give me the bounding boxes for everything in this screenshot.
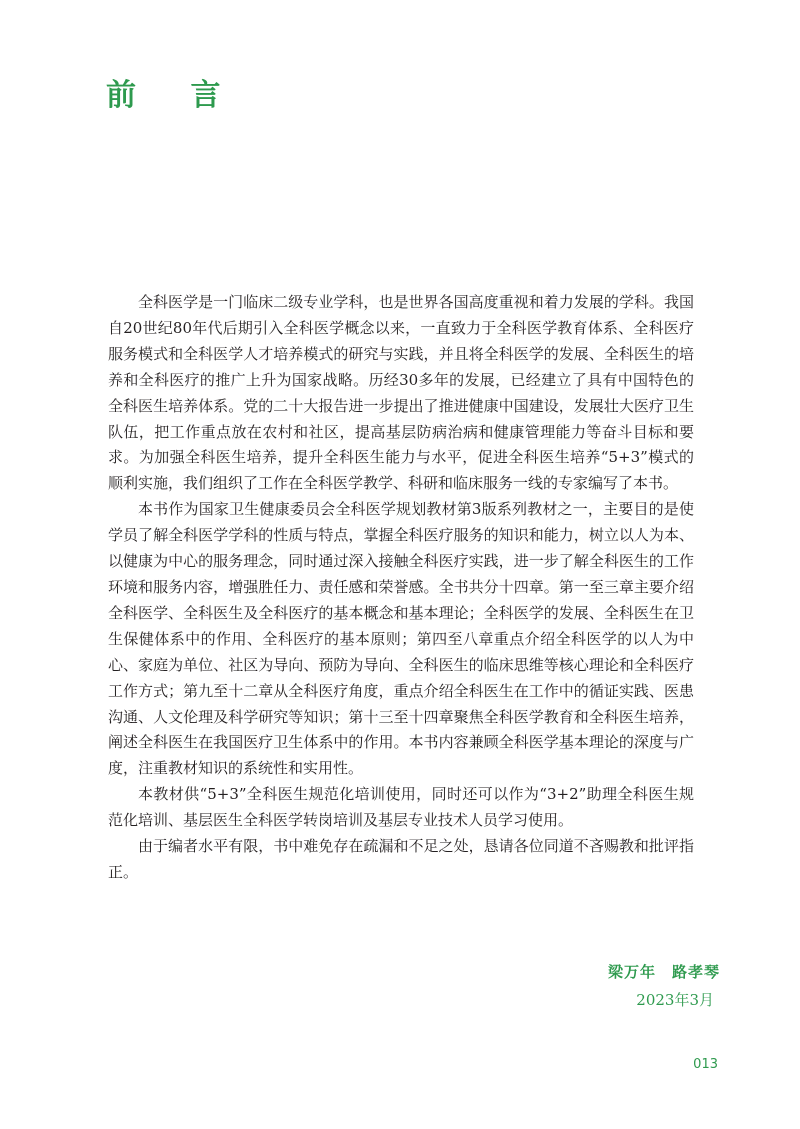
page-title: 前 言 [106, 78, 243, 113]
page-number: 013 [693, 1057, 718, 1072]
paragraph-1: 全科医学是一门临床二级专业学科，也是世界各国高度重视和着力发展的学科。我国自20世纪80年代后期引入全科医学概念以来，一直致力于全科医学教育体系、全科医疗服务模式和全科医学人才培养模式的研究与实践，并且将全科医学的发展、全科医生的培养和全科医疗的推广上升为国家战略。历经30多年的发展，已经建立了具有中国特色的全科医生培养体系。党的二十大报告进一步提出了推进健康中国建设，发展壮大医疗卫生队伍，把工作重点放在农村和社区，提高基层防病治病和健康管理能力等奋斗目标和要求。为加强全科医生培养，提升全科医生能力与水平，促进全科医生培养“5+3”模式的顺利实施，我们组织了工作在全科医学教学、科研和临床服务一线的专家编写了本书。 [108, 293, 694, 493]
preface-body [108, 290, 694, 886]
preface-date: 2023年3月 [636, 991, 714, 1009]
paragraph-4: 由于编者水平有限，书中难免存在疏漏和不足之处，恳请各位同道不吝赐教和批评指正。 [108, 837, 694, 881]
paragraph-2: 本书作为国家卫生健康委员会全科医学规划教材第3版系列教材之一，主要目的是使学员了解全科医学学科的性质与特点，掌握全科医疗服务的知识和能力，树立以人为本、以健康为中心的服务理念，同时通过深入接触全科医疗实践，进一步了解全科医生的工作环境和服务内容，增强胜任力、责任感和荣誉感。全书共分十四章。第一至三章主要介绍全科医学、全科医生及全科医疗的基本概念和基本理论；全科医学的发展、全科医生在卫生保健体系中的作用、全科医疗的基本原则；第四至八章重点介绍全科医学的以人为中心、家庭为单位、社区为导向、预防为导向、全科医生的临床思维等核心理论和全科医疗工作方式；第九至十二章从全科医疗角度，重点介绍全科医生在工作中的循证实践、医患沟通、人文伦理及科学研究等知识；第十三至十四章聚焦全科医学教育和全科医生培养，阐述全科医生在我国医疗卫生体系中的作用。本书内容兼顾全科医学基本理论的深度与广度，注重教材知识的系统性和实用性。 [108, 500, 694, 778]
signature-block [608, 958, 720, 1014]
paragraph-3: 本教材供“5+3”全科医生规范化培训使用，同时还可以作为“3+2”助理全科医生规范化培训、基层医生全科医学转岗培训及基层专业技术人员学习使用。 [108, 785, 694, 830]
author-names: 梁万年 路孝琴 [607, 963, 720, 981]
